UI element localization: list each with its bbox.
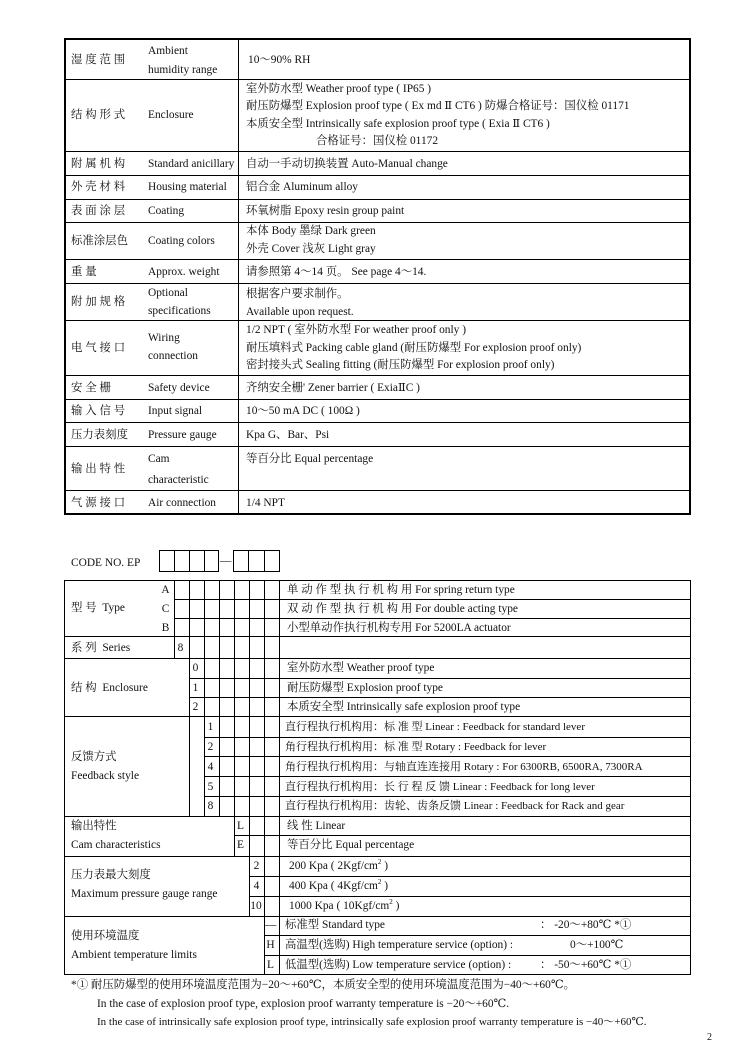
footnote-en-1: In the case of explosion proof type, explosion proof warranty temperature is −20～+60℃.: [97, 998, 510, 1010]
code-row-line: [64, 916, 691, 917]
row-label-en: Enclosure: [148, 109, 194, 121]
row-label-zh: 标准涂层色: [71, 235, 128, 247]
row-line: [65, 79, 690, 80]
code-dash: —: [220, 555, 232, 567]
code-row-line: [64, 856, 691, 857]
row-label-en: humidity range: [148, 64, 218, 76]
code-row-line: [264, 935, 691, 936]
row-line: [65, 151, 690, 152]
gauge-desc: [289, 899, 399, 914]
type-label: [71, 601, 125, 616]
feedback-desc: 直行程执行机构用：齿轮、齿条反馈 Linear : Feedback for Rack and gear: [285, 800, 625, 812]
temp-desc: 标准型 Standard type: [285, 919, 385, 931]
code-col-divider: [174, 580, 175, 636]
row-label-en: specifications: [148, 305, 211, 317]
temp-code: —: [265, 919, 277, 931]
cam-code: L: [237, 820, 244, 832]
row-label-zh: 电 气 接 口: [71, 342, 126, 354]
feedback-desc: 角行程执行机构用：标 准 型 Rotary : Feedback for lever: [285, 741, 547, 753]
row-label-en: Pressure gauge: [148, 429, 217, 441]
series-label-zh: 系 列: [71, 642, 97, 654]
type-code: B: [161, 622, 170, 634]
row-label-en: Coating: [148, 205, 185, 217]
page-number: 2: [707, 1032, 712, 1043]
row-line: [65, 422, 690, 423]
code-col-divider: [219, 580, 220, 816]
row-line: [65, 446, 690, 447]
row-value: 环氧树脂 Epoxy resin group paint: [246, 205, 405, 217]
row-value: 室外防水型 Weather proof type ( IP65 ): [246, 83, 432, 95]
row-value: 请参照第 4～14 页。 See page 4～14.: [246, 266, 427, 278]
feedback-code: 8: [207, 800, 214, 812]
code-row-line: [64, 716, 691, 717]
code-row-line: [249, 876, 691, 877]
row-value: 齐纳安全栅' Zener barrier ( ExiaⅡC ): [246, 382, 420, 394]
code-row-line: [64, 636, 691, 637]
row-value: Available upon request.: [246, 306, 354, 318]
code-box-divider: [189, 550, 190, 572]
code-row-line: [204, 737, 691, 738]
code-row-line: [64, 658, 691, 659]
gauge-desc: [289, 879, 388, 894]
row-label-zh: 附 属 机 构: [71, 158, 126, 170]
enclosure-label-en: Enclosure: [102, 682, 148, 694]
row-line: [65, 175, 690, 176]
code-row-line: [174, 618, 691, 619]
code-row-line: [189, 678, 691, 679]
row-label-zh: 湿 度 范 围: [71, 54, 126, 66]
row-label-en: Cam: [148, 453, 170, 465]
temp-desc: 高温型(选购) High temperature service (option) :: [285, 939, 514, 951]
gauge-desc-text: 200 Kpa ( 2Kgf/cm: [289, 860, 378, 872]
row-value: 密封接头式 Sealing fitting (耐压防爆型 For explosion proof only): [246, 359, 555, 371]
footnote-zh: *① 耐压防爆型的使用环境温度范围为−20～+60℃，本质安全型的使用环境温度范围为−40～+60℃。: [71, 979, 575, 991]
gauge-desc: [289, 859, 388, 874]
temp-code: H: [266, 939, 275, 951]
code-row-line: [64, 816, 691, 817]
code-box-divider: [264, 550, 265, 572]
row-label-en: connection: [148, 350, 198, 362]
code-box-divider: [204, 550, 205, 572]
code-row-line: [204, 756, 691, 757]
gauge-label-zh: 压力表最大刻度: [71, 869, 151, 881]
row-line: [65, 259, 690, 260]
series-code: 8: [177, 642, 184, 654]
row-value: 10～90% RH: [248, 54, 311, 66]
gauge-desc-text: 1000 Kpa ( 10Kgf/cm: [289, 900, 390, 912]
code-col-divider: [189, 580, 190, 816]
row-label-en: Housing material: [148, 181, 227, 193]
enclosure-code: 2: [192, 701, 199, 713]
enclosure-desc: 本质安全型 Intrinsically safe explosion proof type: [287, 701, 521, 713]
code-row-line: [204, 796, 691, 797]
enclosure-label-zh: 结 构: [71, 682, 97, 694]
type-label-en: Type: [102, 602, 125, 614]
cam-desc: 线 性 Linear: [287, 820, 346, 832]
enclosure-label: [71, 681, 148, 696]
row-label-en: Air connection: [148, 497, 217, 509]
gauge-code: 2: [253, 860, 260, 872]
type-desc: 双 动 作 型 执 行 机 构 用 For double acting type: [287, 603, 518, 615]
gauge-code: 4: [253, 880, 260, 892]
cam-code: E: [237, 839, 244, 851]
temp-code: L: [267, 959, 274, 971]
feedback-code: 1: [207, 721, 214, 733]
temp-label-en: Ambient temperature limits: [71, 949, 197, 961]
gauge-close: ): [395, 900, 400, 912]
row-label-en: Input signal: [148, 405, 203, 417]
row-label-zh: 结 构 形 式: [71, 109, 126, 121]
row-label-zh: 附 加 规 格: [71, 296, 126, 308]
gauge-sup: 2: [377, 878, 382, 887]
code-box-divider: [174, 550, 175, 572]
row-label-zh: 输 出 特 性: [71, 463, 126, 475]
temp-range: ： -50～+60℃ *①: [540, 959, 632, 971]
code-row-line: [249, 896, 691, 897]
cam-label-zh: 输出特性: [71, 820, 117, 832]
code-row-line: [204, 776, 691, 777]
feedback-code: 5: [207, 781, 214, 793]
code-box-divider: [248, 550, 249, 572]
row-label-en: Optional: [148, 287, 188, 299]
feedback-desc: 直行程执行机构用：长 行 程 反 馈 Linear : Feedback for long lever: [285, 781, 595, 793]
row-label-zh: 表 面 涂 层: [71, 205, 126, 217]
cam-label-en: Cam characteristics: [71, 839, 161, 851]
row-value: 本质安全型 Intrinsically safe explosion proof type ( Exia Ⅱ CT6 ): [246, 118, 550, 130]
row-value: 10～50 mA DC ( 100Ω ): [246, 405, 360, 417]
gauge-close: ): [384, 860, 389, 872]
row-label-zh: 压力表刻度: [71, 429, 128, 441]
row-value: 根据客户要求制作。: [246, 288, 349, 300]
series-label: [71, 641, 130, 656]
gauge-close: ): [384, 880, 389, 892]
code-row-line: [174, 599, 691, 600]
code-box-group: [233, 550, 280, 572]
row-label-zh: 重 量: [71, 266, 97, 278]
row-label-en: characteristic: [148, 474, 209, 486]
feedback-code: 4: [207, 761, 214, 773]
feedback-label-zh: 反馈方式: [71, 751, 117, 763]
row-value: 耐压防爆型 Explosion proof type ( Ex md Ⅱ CT6 ) 防爆合格证号：国仪检 01171: [246, 100, 630, 112]
row-line: [65, 320, 690, 321]
gauge-label-en: Maximum pressure gauge range: [71, 888, 218, 900]
type-desc: 小型单动作执行机构专用 For 5200LA actuator: [287, 622, 511, 634]
row-value: 合格证号：国仪检 01172: [316, 135, 439, 147]
feedback-code: 2: [207, 741, 214, 753]
gauge-sup: 2: [389, 898, 393, 907]
enclosure-desc: 耐压防爆型 Explosion proof type: [287, 682, 443, 694]
enclosure-desc: 室外防水型 Weather proof type: [287, 662, 435, 674]
row-label-zh: 输 入 信 号: [71, 405, 126, 417]
code-label: CODE NO. EP: [71, 557, 141, 569]
enclosure-code: 1: [192, 682, 199, 694]
temp-range: ： -20～+80℃ *①: [540, 919, 632, 931]
footnote-en-2: In the case of intrinsically safe explosion proof type, intrinsically safe explosion proof warranty temperature is −40～+60℃.: [97, 1016, 647, 1028]
row-line: [65, 199, 690, 200]
row-value: 自动一手动切换装置 Auto-Manual change: [246, 158, 448, 170]
row-label-en: Wiring: [148, 332, 180, 344]
gauge-desc-text: 400 Kpa ( 4Kgf/cm: [289, 880, 378, 892]
code-col-divider: [234, 580, 235, 856]
row-label-en: Standard anicillary: [148, 158, 235, 170]
row-label-en: Approx. weight: [148, 266, 220, 278]
cam-desc: 等百分比 Equal percentage: [287, 839, 415, 851]
row-value: 1/4 NPT: [246, 497, 285, 509]
type-label-zh: 型 号: [71, 602, 97, 614]
row-value: 铝合金 Aluminum alloy: [246, 181, 359, 193]
code-row-line: [189, 697, 691, 698]
temp-desc: 低温型(选购) Low temperature service (option) :: [285, 959, 512, 971]
row-value: 耐压填料式 Packing cable gland (耐压防爆型 For explosion proof only): [246, 342, 582, 354]
row-label-zh: 安 全 栅: [71, 382, 111, 394]
row-line: [65, 375, 690, 376]
code-col-divider: [249, 580, 250, 856]
row-value: 1/2 NPT ( 室外防水型 For weather proof only ): [246, 324, 466, 336]
type-desc: 单 动 作 型 执 行 机 构 用 For spring return type: [287, 584, 515, 596]
row-label-en: Safety device: [148, 382, 210, 394]
row-value: 外壳 Cover 浅灰 Light gray: [246, 243, 376, 255]
row-value: 等百分比 Equal percentage: [246, 453, 374, 465]
row-label-en: Ambient: [148, 45, 188, 57]
enclosure-code: 0: [192, 662, 199, 674]
feedback-desc: 直行程执行机构用：标 准 型 Linear : Feedback for standard lever: [285, 721, 585, 733]
gauge-sup: 2: [377, 858, 382, 867]
temp-range: 0～+100℃: [570, 939, 624, 951]
row-value: Kpa G、Bar、Psi: [246, 429, 330, 441]
row-line: [65, 222, 690, 223]
type-code: C: [161, 603, 170, 615]
type-code: A: [161, 584, 170, 596]
code-row-line: [234, 835, 691, 836]
row-label-zh: 气 源 接 口: [71, 497, 126, 509]
code-row-line: [264, 955, 691, 956]
row-line: [65, 490, 690, 491]
row-line: [65, 399, 690, 400]
row-value: 本体 Body 墨绿 Dark green: [246, 225, 376, 237]
row-line: [65, 283, 690, 284]
feedback-desc: 角行程执行机构用：与轴直连连接用 Rotary : For 6300RB, 6500RA, 7300RA: [285, 761, 643, 773]
spec-col-divider: [238, 39, 239, 514]
feedback-label-en: Feedback style: [71, 770, 140, 782]
row-label-zh: 外 壳 材 料: [71, 181, 126, 193]
row-label-en: Coating colors: [148, 235, 215, 247]
gauge-code: 10: [250, 900, 262, 912]
temp-label-zh: 使用环境温度: [71, 930, 140, 942]
series-label-en: Series: [102, 642, 131, 654]
